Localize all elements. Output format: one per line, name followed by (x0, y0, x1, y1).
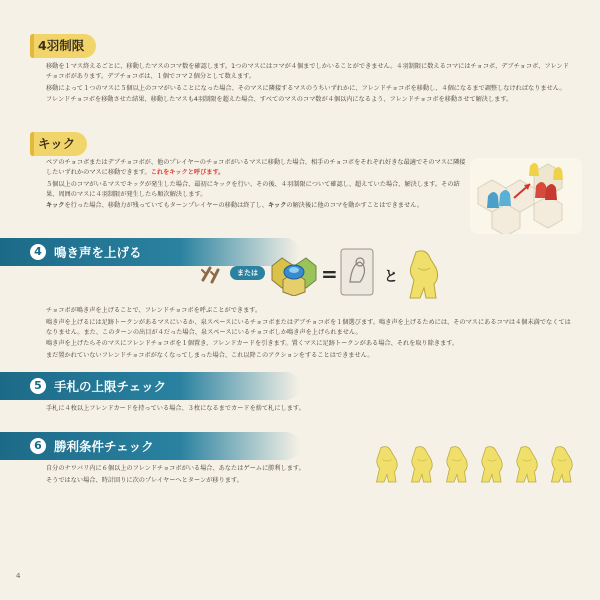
equals-sign: = (321, 262, 338, 286)
friend-chocobo-meeple-icon (547, 442, 577, 486)
banner-call-title: 鳴き声を上げる (54, 245, 142, 260)
step-number-5: 5 (30, 378, 46, 394)
para-kick-3d: の解決後に他のコマを動かすことはできません。 (286, 202, 423, 209)
friend-chocobo-meeple-icon (442, 442, 472, 486)
kick-bold-1: キック (46, 202, 65, 209)
banner-call (0, 238, 300, 266)
kick-board-illustration (470, 158, 582, 234)
friend-chocobo-meeple-icon (407, 442, 437, 486)
banner-hand-limit-title: 手札の上限チェック (54, 379, 167, 394)
para-kick-3 (46, 201, 466, 211)
victory-meeple-row (372, 442, 582, 492)
and-sign: と (384, 269, 398, 285)
kick-bold-2: キック (267, 202, 287, 209)
section-4wa-body (46, 62, 574, 107)
para-hand-1: 手札に４枚以上フレンドカードを持っている場合、３枚になるまでカードを捨て札にします。 (46, 405, 305, 412)
para-kick-1 (46, 158, 466, 178)
section-kick-body (46, 158, 466, 213)
para-win-2: そうではない場合、時計回りに次のプレイヤーへとターンが移ります。 (46, 476, 243, 484)
section-title-4wa (30, 34, 96, 58)
para-kick-1a: ペアのチョコボまたはデブチョコボが、他のプレイヤーのチョコボがいるマスに移動した場合、相手のチョコボをそれぞれ好きな最適でそのマスに隣接したいずれかのマスに移動できます。 (46, 159, 466, 176)
section-call-body (46, 306, 576, 362)
kick-emphasis: これをキックと呼びます。 (150, 169, 225, 176)
friend-chocobo-meeple-icon (372, 442, 402, 486)
para-kick-3b: を行った場合、移動力が残っていてもターンプレイヤーの移動は終了し、 (64, 202, 268, 209)
friend-card-icon (340, 248, 374, 296)
fountain-space-icon (268, 252, 320, 296)
friend-chocobo-meeple-icon (512, 442, 542, 486)
footprint-token-icon (200, 262, 224, 284)
section-hand-body (46, 404, 576, 416)
step-number-6: 6 (30, 438, 46, 454)
para-kick-2: ５個以上のコマがいるマスでキックが発生した場合、最初にキックを行い、その後、４羽制限について確認し、超えていた場合、解決します。その結果、周囲のマスに４羽制限が発生したら順次解決します。 (46, 180, 460, 198)
para-4wa-1: 移動を１マス終えるごとに、移動したマスのコマ数を確認します。1つのマスにはコマが４個までしかいることができません。４羽制限に数えるコマにはチョコボ、デブチョコボ、フレンドチョコボがあります。デブチョコボは、１個でコマ２個分として数えます。 (46, 63, 569, 80)
section-title-4wa-text: 4羽制限 (38, 38, 85, 53)
section-win-body (46, 464, 366, 487)
para-4wa-2: 移動によって１つのマスに５個以上のコマがいることになった場合、そのマスに隣接するマスのうちいずれかに、フレンドチョコボを移動し、４個になるまで調整しなければなりません。 (46, 84, 566, 92)
or-label: または (230, 266, 265, 280)
banner-victory-title: 勝利条件チェック (54, 439, 154, 454)
para-win-1: 自分のナワバリ内に６個以上のフレンドチョコボがいる場合、あなたはゲームに勝利します。 (46, 465, 305, 472)
section-title-kick (30, 132, 87, 156)
page-number: 4 (16, 572, 21, 580)
para-4wa-3: フレンドチョコボを移動させた結果、移動したマスも4羽制限を超えた場合、すべてのマスのコマ数が４個以内になるよう、フレンドチョコボを移動させて解決します。 (46, 96, 513, 103)
banner-victory (0, 432, 300, 460)
para-call-2: 鳴き声を上げるには足跡トークンがあるマスにいるか、泉スペースにいるチョコボまたはデブチョコボを１個選びます。鳴き声を上げるためには、そのマスにあるコマは４個未満でなくてはなりません。また、このターンの出目が４だった場合、泉スペースにいるチョコボしか鳴き声を上げられません。 (46, 318, 571, 336)
para-call-3: 鳴き声を上げたらそのマスにフレンドチョコボを１個置き、フレンドカードを引きます。置くマスに足跡トークンがある場合、それを取り除きます。 (46, 340, 459, 347)
friend-chocobo-meeple-icon (477, 442, 507, 486)
friend-chocobo-meeple-icon (404, 248, 444, 300)
para-call-4: まだ置かれていないフレンドチョコボがなくなってしまった場合、これ以降このアクションをすることはできません。 (46, 351, 374, 359)
para-call-1: チョコボが鳴き声を上げることで、フレンドチョコボを呼ぶことができます。 (46, 307, 262, 314)
section-title-kick-text: キック (38, 136, 76, 151)
banner-hand-limit (0, 372, 300, 400)
step-number-4: 4 (30, 244, 46, 260)
